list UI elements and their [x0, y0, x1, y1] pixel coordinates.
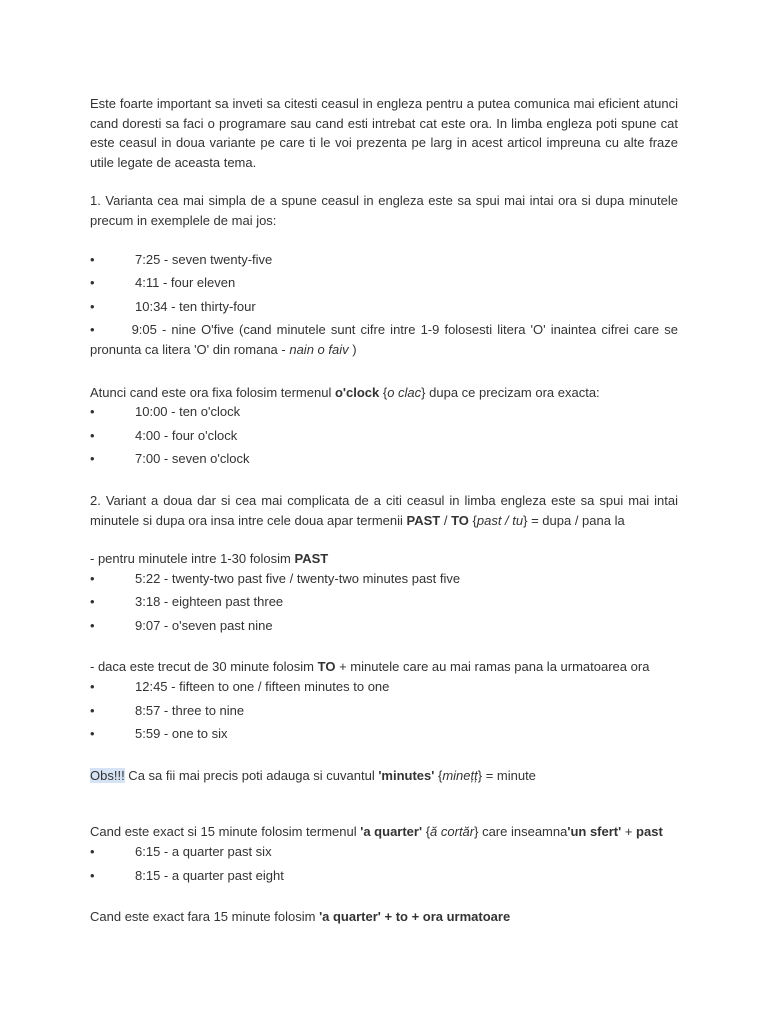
obs-paragraph: Obs!!! Ca sa fii mai precis poti adauga si cuvantul 'minutes' {minețț} = minute	[90, 767, 536, 783]
bullet-icon: •	[90, 427, 95, 443]
list-item: • 4:00 - four o'clock	[90, 426, 678, 446]
list-item: • 7:25 - seven twenty-five	[90, 250, 678, 270]
list-item: • 10:34 - ten thirty-four	[90, 297, 678, 317]
bullet-icon: •	[90, 679, 95, 695]
list-item: • 8:15 - a quarter past eight	[90, 866, 678, 886]
obs-label: Obs!!!	[90, 767, 125, 783]
list-item: • 5:22 - twenty-two past five / twenty-two minutes past five	[90, 569, 678, 589]
list-item: • 3:18 - eighteen past three	[90, 592, 678, 612]
list-item: • 10:00 - ten o'clock	[90, 402, 678, 422]
quarter-paragraph: Cand este exact si 15 minute folosim termenul 'a quarter' {ă cortăr} care inseamna'un sfert' + past	[90, 824, 663, 840]
oclock-paragraph: Atunci cand este ora fixa folosim termenul o'clock {o clac} dupa ce precizam ora exacta:	[90, 384, 600, 400]
list-variant1	[90, 250, 678, 317]
bullet-icon: •	[90, 867, 95, 883]
list-item: • 5:59 - one to six	[90, 724, 678, 744]
list-item: • 6:15 - a quarter past six	[90, 842, 678, 862]
quarter-to-paragraph: Cand este exact fara 15 minute folosim 'a quarter' + to + ora urmatoare	[90, 909, 511, 925]
intro-paragraph: Este foarte important sa inveti sa citesti ceasul in engleza pentru a putea comunica mai eficient atunci cand doresti sa faci o programare sau cand esti intrebat cat este ora. In limba engleza poti spune cat este ceasul in doua variante pe care ti le voi prezenta pe larg in acest articol impreuna cu alte fraze utile legate de aceasta tema.	[90, 96, 678, 170]
variant1-paragraph: 1. Varianta cea mai simpla de a spune ceasul in engleza este sa spui mai intai ora si dupa minutele precum in exemplele de mai jos:	[90, 193, 678, 228]
bullet-icon: •	[90, 404, 95, 420]
bullet-icon: •	[90, 844, 95, 860]
list-oclock	[90, 402, 678, 469]
bullet-icon: •	[90, 726, 95, 742]
list-item: • 9:07 - o'seven past nine	[90, 616, 678, 636]
bullet-icon: •	[90, 275, 95, 291]
to-rule: - daca este trecut de 30 minute folosim TO + minutele care au mai ramas pana la urmatoarea ora	[90, 659, 650, 675]
bullet-icon: •	[90, 570, 95, 586]
bullet-icon: •	[90, 251, 95, 267]
list-quarter	[90, 842, 678, 885]
list-item: • 12:45 - fifteen to one / fifteen minutes to one	[90, 677, 678, 697]
bullet-icon: •	[90, 617, 95, 633]
list-item: • 4:11 - four eleven	[90, 273, 678, 293]
bullet-icon: •	[90, 594, 95, 610]
bullet-icon: •	[90, 702, 95, 718]
past-rule: - pentru minutele intre 1-30 folosim PAST	[90, 551, 329, 567]
variant2-paragraph: 2. Variant a doua dar si cea mai complicata de a citi ceasul in limba engleza este sa spui mai intai minutele si dupa ora insa intre cele doua apar termenii PAST / TO {past / tu} = dupa / pana la	[90, 492, 678, 528]
list-past	[90, 569, 678, 636]
list-item-wrapped: • 9:05 - nine O'five (cand minutele sunt cifre intre 1-9 folosesti litera 'O' inaintea cifrei care se pronunta ca litera 'O' din romana - nain o faiv )	[90, 322, 678, 357]
bullet-icon: •	[90, 298, 95, 314]
list-item: • 8:57 - three to nine	[90, 701, 678, 721]
list-item: • 7:00 - seven o'clock	[90, 449, 678, 469]
bullet-icon: •	[90, 322, 95, 338]
bullet-icon: •	[90, 451, 95, 467]
document-page	[90, 94, 678, 927]
list-to	[90, 677, 678, 744]
